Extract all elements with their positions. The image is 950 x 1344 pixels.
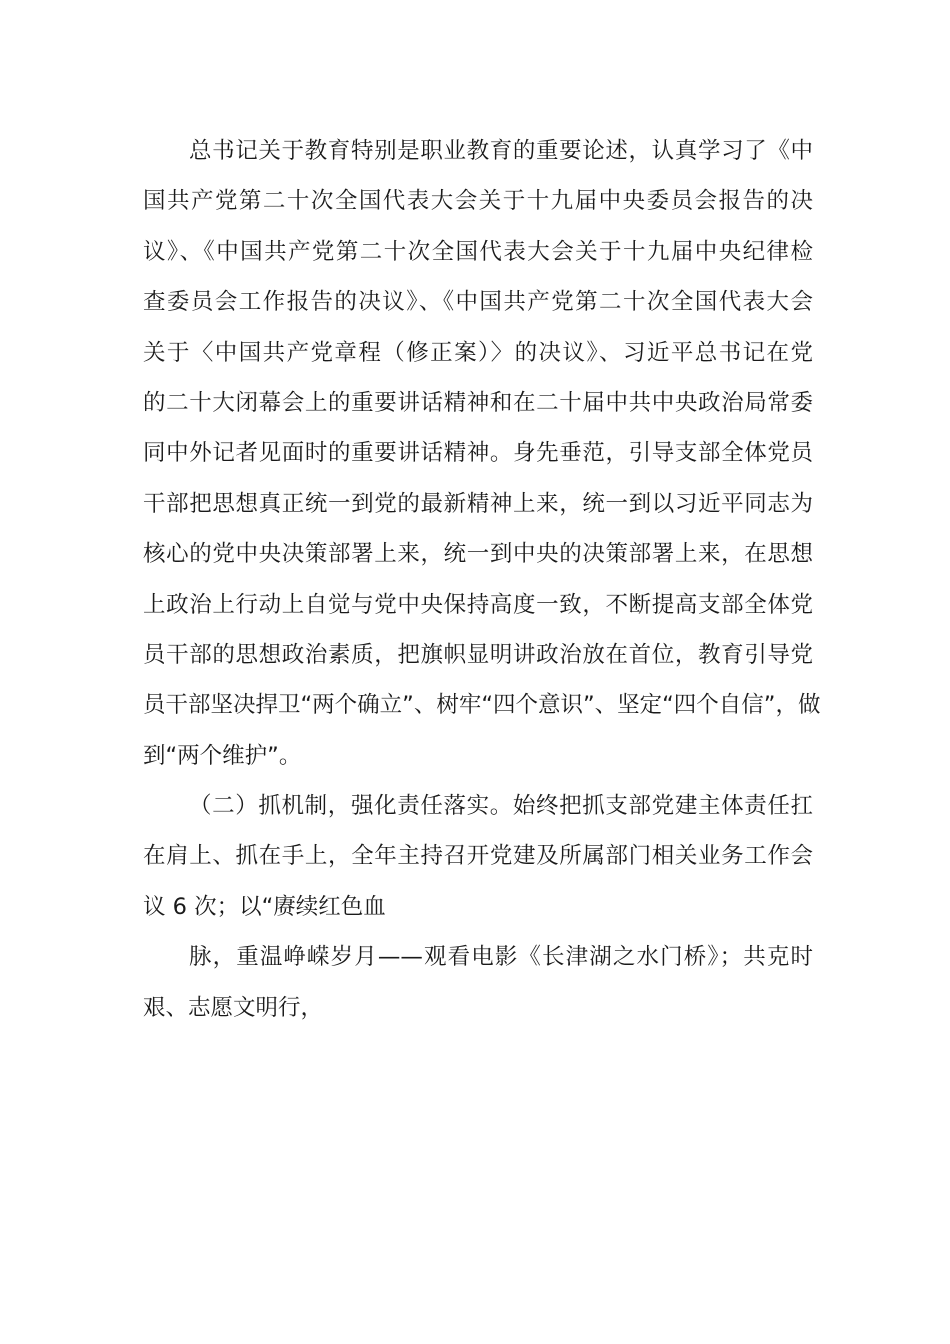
text-line: 员干部坚决捍卫“两个确立”、树牢“四个意识”、坚定“四个自信”，做 <box>143 692 821 719</box>
text-line: （二）抓机制，强化责任落实。始终把抓支部党建主体责任扛 <box>189 793 813 820</box>
text-line: 上政治上行动上自觉与党中央保持高度一致，不断提高支部全体党 <box>143 591 813 618</box>
text-line: 总书记关于教育特别是职业教育的重要论述，认真学习了《中 <box>189 138 813 164</box>
text-line: 议 6 次；以“赓续红色血 <box>143 893 386 920</box>
text-line: 核心的党中央决策部署上来，统一到中央的决策部署上来，在思想 <box>143 541 813 568</box>
paragraph-1 <box>143 126 821 781</box>
text-line: 艰、志愿文明行， <box>143 994 324 1021</box>
text-line: 员干部的思想政治素质，把旗帜显明讲政治放在首位，教育引导党 <box>143 641 813 668</box>
text-line: 国共产党第二十次全国代表大会关于十九届中央委员会报告的决 <box>143 188 813 215</box>
document-body <box>143 126 821 1033</box>
text-line: 干部把思想真正统一到党的最新精神上来，统一到以习近平同志为 <box>143 490 813 517</box>
text-line: 的二十大闭幕会上的重要讲话精神和在二十届中共中央政治局常委 <box>143 389 813 416</box>
paragraph-3 <box>143 932 813 1033</box>
text-line: 查委员会工作报告的决议》、《中国共产党第二十次全国代表大会 <box>143 289 813 316</box>
text-line: 在肩上、抓在手上，全年主持召开党建及所属部门相关业务工作会 <box>143 843 813 870</box>
text-line: 关于〈中国共产党章程（修正案）〉的决议》、习近平总书记在党 <box>143 339 813 366</box>
text-line: 议》、《中国共产党第二十次全国代表大会关于十九届中央纪律检 <box>143 238 813 265</box>
text-line: 脉，重温峥嵘岁月——观看电影《长津湖之水门桥》；共克时 <box>189 944 813 971</box>
text-line: 同中外记者见面时的重要讲话精神。身先垂范，引导支部全体党员 <box>143 440 813 467</box>
paragraph-2 <box>143 781 813 932</box>
text-line: 到“两个维护”。 <box>143 742 302 769</box>
